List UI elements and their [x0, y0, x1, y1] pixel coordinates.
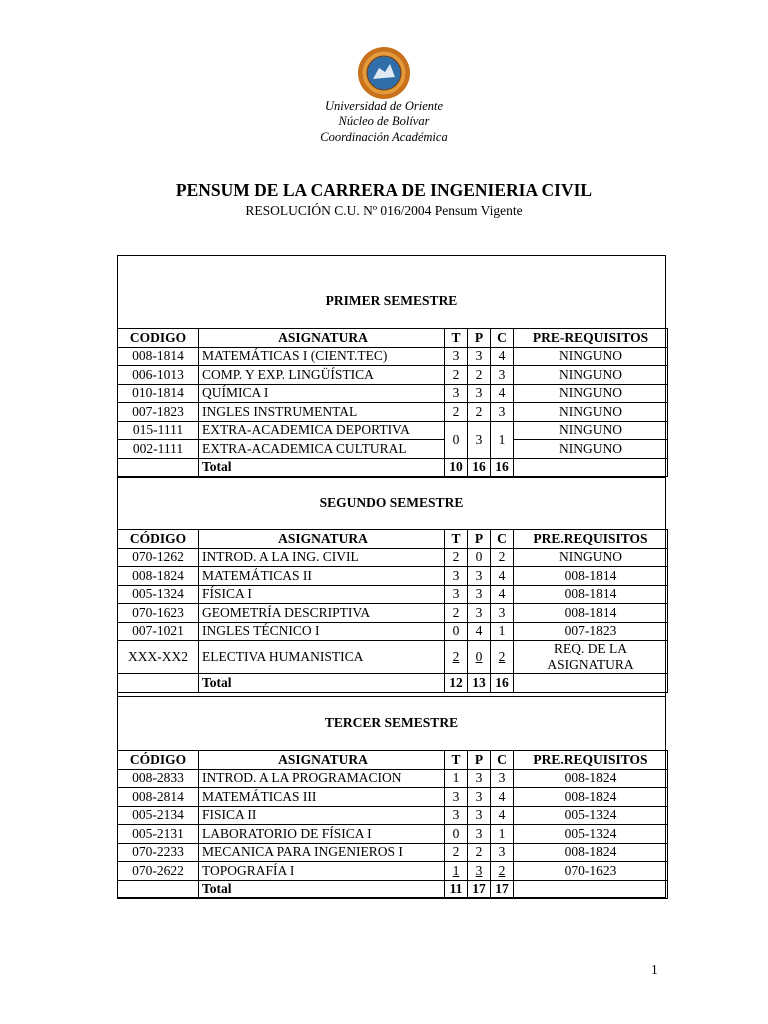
total-empty-cell — [514, 674, 668, 693]
course-prereq: NINGUNO — [514, 366, 668, 385]
course-prereq — [514, 641, 668, 674]
course-c: 4 — [491, 806, 514, 825]
course-c: 1 — [491, 622, 514, 641]
table-row — [118, 769, 668, 788]
course-c: 4 — [491, 347, 514, 366]
course-t: 2 — [445, 604, 468, 623]
header-c: C — [491, 329, 514, 348]
course-subject: INTROD. A LA ING. CIVIL — [199, 548, 445, 567]
course-c: 1 — [491, 421, 514, 458]
table-row — [118, 585, 668, 604]
course-subject: MATEMÁTICAS III — [199, 788, 445, 807]
nucleus-name: Núcleo de Bolívar — [338, 114, 430, 128]
total-c: 16 — [491, 674, 514, 693]
header-subject: ASIGNATURA — [199, 530, 445, 549]
semester-title-3: TERCER SEMESTRE — [324, 715, 459, 730]
course-code: 002-1111 — [118, 440, 199, 459]
course-t: 3 — [445, 384, 468, 403]
header-code: CODIGO — [118, 329, 199, 348]
course-code: 070-1623 — [118, 604, 199, 623]
total-row — [118, 674, 668, 693]
header-code: CÓDIGO — [118, 751, 199, 770]
total-empty-cell — [118, 458, 199, 477]
course-c: 2 — [491, 641, 514, 674]
course-code: 070-2233 — [118, 843, 199, 862]
course-t: 3 — [445, 585, 468, 604]
course-subject: MECANICA PARA INGENIEROS I — [199, 843, 445, 862]
total-t: 10 — [445, 458, 468, 477]
course-prereq: 008-1814 — [514, 604, 668, 623]
course-code: 007-1823 — [118, 403, 199, 422]
course-prereq: 008-1824 — [514, 843, 668, 862]
table-row — [118, 825, 668, 844]
course-p: 3 — [468, 806, 491, 825]
course-p: 4 — [468, 622, 491, 641]
course-p: 3 — [468, 567, 491, 586]
course-code: 008-2814 — [118, 788, 199, 807]
course-code: 005-1324 — [118, 585, 199, 604]
section-divider — [117, 477, 666, 478]
header-t: T — [445, 751, 468, 770]
course-code: 008-2833 — [118, 769, 199, 788]
course-prereq: NINGUNO — [514, 440, 668, 459]
total-label: Total — [199, 458, 445, 477]
course-p: 3 — [468, 347, 491, 366]
course-c: 4 — [491, 788, 514, 807]
header-prereq: PRE.REQUISITOS — [514, 530, 668, 549]
course-t: 3 — [445, 806, 468, 825]
course-c: 3 — [491, 366, 514, 385]
course-prereq: 008-1824 — [514, 788, 668, 807]
header-subject: ASIGNATURA — [199, 329, 445, 348]
course-code: 005-2131 — [118, 825, 199, 844]
table-row — [118, 788, 668, 807]
course-subject: LABORATORIO DE FÍSICA I — [199, 825, 445, 844]
semester-table-2 — [117, 529, 668, 693]
header-prereq: PRE-REQUISITOS — [514, 329, 668, 348]
total-empty-cell — [514, 880, 668, 899]
university-seal-logo — [357, 46, 411, 100]
table-row — [118, 421, 668, 440]
total-empty-cell — [514, 458, 668, 477]
course-t: 2 — [445, 403, 468, 422]
course-code: 008-1814 — [118, 347, 199, 366]
course-p: 3 — [468, 862, 491, 881]
course-t: 1 — [445, 862, 468, 881]
course-subject: ELECTIVA HUMANISTICA — [199, 641, 445, 674]
course-subject: INTROD. A LA PROGRAMACION — [199, 769, 445, 788]
course-t: 0 — [445, 622, 468, 641]
course-p: 0 — [468, 548, 491, 567]
header-c: C — [491, 751, 514, 770]
total-label: Total — [199, 674, 445, 693]
table-row — [118, 347, 668, 366]
page-number: 1 — [651, 962, 658, 977]
semester-title-1: PRIMER SEMESTRE — [325, 293, 458, 308]
course-c: 4 — [491, 384, 514, 403]
course-p: 3 — [468, 788, 491, 807]
course-code: XXX-XX2 — [118, 641, 199, 674]
course-t: 3 — [445, 347, 468, 366]
course-p: 2 — [468, 403, 491, 422]
course-p: 3 — [468, 604, 491, 623]
course-p: 3 — [468, 585, 491, 604]
course-t: 0 — [445, 421, 468, 458]
header-p: P — [468, 751, 491, 770]
course-c: 3 — [491, 769, 514, 788]
course-c: 4 — [491, 585, 514, 604]
course-code: 070-1262 — [118, 548, 199, 567]
header-p: P — [468, 329, 491, 348]
course-subject: GEOMETRÍA DESCRIPTIVA — [199, 604, 445, 623]
table-row — [118, 567, 668, 586]
course-subject: INGLES INSTRUMENTAL — [199, 403, 445, 422]
course-subject: TOPOGRAFÍA I — [199, 862, 445, 881]
table-row — [118, 384, 668, 403]
course-subject: EXTRA-ACADEMICA DEPORTIVA — [199, 421, 445, 440]
university-name: Universidad de Oriente — [324, 99, 444, 113]
prereq-line-2: ASIGNATURA — [547, 657, 634, 672]
course-c: 3 — [491, 843, 514, 862]
header-c: C — [491, 530, 514, 549]
course-prereq: 008-1824 — [514, 769, 668, 788]
page-title: PENSUM DE LA CARRERA DE INGENIERIA CIVIL — [175, 180, 593, 200]
total-c: 16 — [491, 458, 514, 477]
total-row — [118, 458, 668, 477]
header-prereq: PRE.REQUISITOS — [514, 751, 668, 770]
course-t: 1 — [445, 769, 468, 788]
course-subject: FISICA II — [199, 806, 445, 825]
table-row — [118, 843, 668, 862]
course-prereq: NINGUNO — [514, 403, 668, 422]
table-header-row — [118, 751, 668, 770]
course-t: 3 — [445, 567, 468, 586]
semester-table-1 — [117, 328, 668, 477]
table-row — [118, 403, 668, 422]
section-divider — [117, 696, 666, 697]
course-c: 1 — [491, 825, 514, 844]
course-prereq: 070-1623 — [514, 862, 668, 881]
course-code: 005-2134 — [118, 806, 199, 825]
course-c: 2 — [491, 862, 514, 881]
course-p: 2 — [468, 366, 491, 385]
total-label: Total — [199, 880, 445, 899]
total-empty-cell — [118, 880, 199, 899]
course-t: 2 — [445, 548, 468, 567]
course-code: 006-1013 — [118, 366, 199, 385]
course-p: 3 — [468, 769, 491, 788]
table-header-row — [118, 329, 668, 348]
course-prereq: NINGUNO — [514, 384, 668, 403]
course-t: 2 — [445, 843, 468, 862]
total-empty-cell — [118, 674, 199, 693]
total-c: 17 — [491, 880, 514, 899]
total-p: 16 — [468, 458, 491, 477]
course-p: 2 — [468, 843, 491, 862]
table-row — [118, 440, 668, 459]
total-t: 11 — [445, 880, 468, 899]
total-p: 13 — [468, 674, 491, 693]
course-prereq: NINGUNO — [514, 347, 668, 366]
course-code: 015-1111 — [118, 421, 199, 440]
course-code: 008-1824 — [118, 567, 199, 586]
table-row — [118, 641, 668, 674]
header-t: T — [445, 530, 468, 549]
course-prereq: 008-1814 — [514, 567, 668, 586]
course-prereq: 007-1823 — [514, 622, 668, 641]
semester-table-3 — [117, 750, 668, 899]
table-row — [118, 604, 668, 623]
course-p: 3 — [468, 384, 491, 403]
course-prereq: 008-1814 — [514, 585, 668, 604]
course-code: 070-2622 — [118, 862, 199, 881]
course-prereq: NINGUNO — [514, 421, 668, 440]
coordination-name: Coordinación Académica — [320, 130, 448, 144]
course-t: 0 — [445, 825, 468, 844]
course-c: 4 — [491, 567, 514, 586]
header-code: CÓDIGO — [118, 530, 199, 549]
course-subject: QUÍMICA I — [199, 384, 445, 403]
course-t: 2 — [445, 641, 468, 674]
course-subject: MATEMÁTICAS I (CIENT.TEC) — [199, 347, 445, 366]
course-subject: EXTRA-ACADEMICA CULTURAL — [199, 440, 445, 459]
course-t: 2 — [445, 366, 468, 385]
course-code: 010-1814 — [118, 384, 199, 403]
page-subtitle: RESOLUCIÓN C.U. Nº 016/2004 Pensum Vigente — [245, 203, 523, 218]
course-prereq: 005-1324 — [514, 825, 668, 844]
table-row — [118, 806, 668, 825]
total-row — [118, 880, 668, 899]
table-row — [118, 548, 668, 567]
course-subject: INGLES TÉCNICO I — [199, 622, 445, 641]
table-row — [118, 622, 668, 641]
course-prereq: 005-1324 — [514, 806, 668, 825]
course-c: 3 — [491, 604, 514, 623]
course-p: 3 — [468, 421, 491, 458]
course-subject: COMP. Y EXP. LINGÜÍSTICA — [199, 366, 445, 385]
course-code: 007-1021 — [118, 622, 199, 641]
course-subject: MATEMÁTICAS II — [199, 567, 445, 586]
course-subject: FÍSICA I — [199, 585, 445, 604]
total-t: 12 — [445, 674, 468, 693]
prereq-line-1: REQ. DE LA — [553, 641, 628, 656]
table-row — [118, 862, 668, 881]
course-prereq: NINGUNO — [514, 548, 668, 567]
course-c: 2 — [491, 548, 514, 567]
header-subject: ASIGNATURA — [199, 751, 445, 770]
table-header-row — [118, 530, 668, 549]
header-t: T — [445, 329, 468, 348]
header-p: P — [468, 530, 491, 549]
semester-title-2: SEGUNDO SEMESTRE — [319, 495, 464, 510]
total-p: 17 — [468, 880, 491, 899]
course-c: 3 — [491, 403, 514, 422]
table-row — [118, 366, 668, 385]
course-p: 3 — [468, 825, 491, 844]
course-t: 3 — [445, 788, 468, 807]
course-p: 0 — [468, 641, 491, 674]
